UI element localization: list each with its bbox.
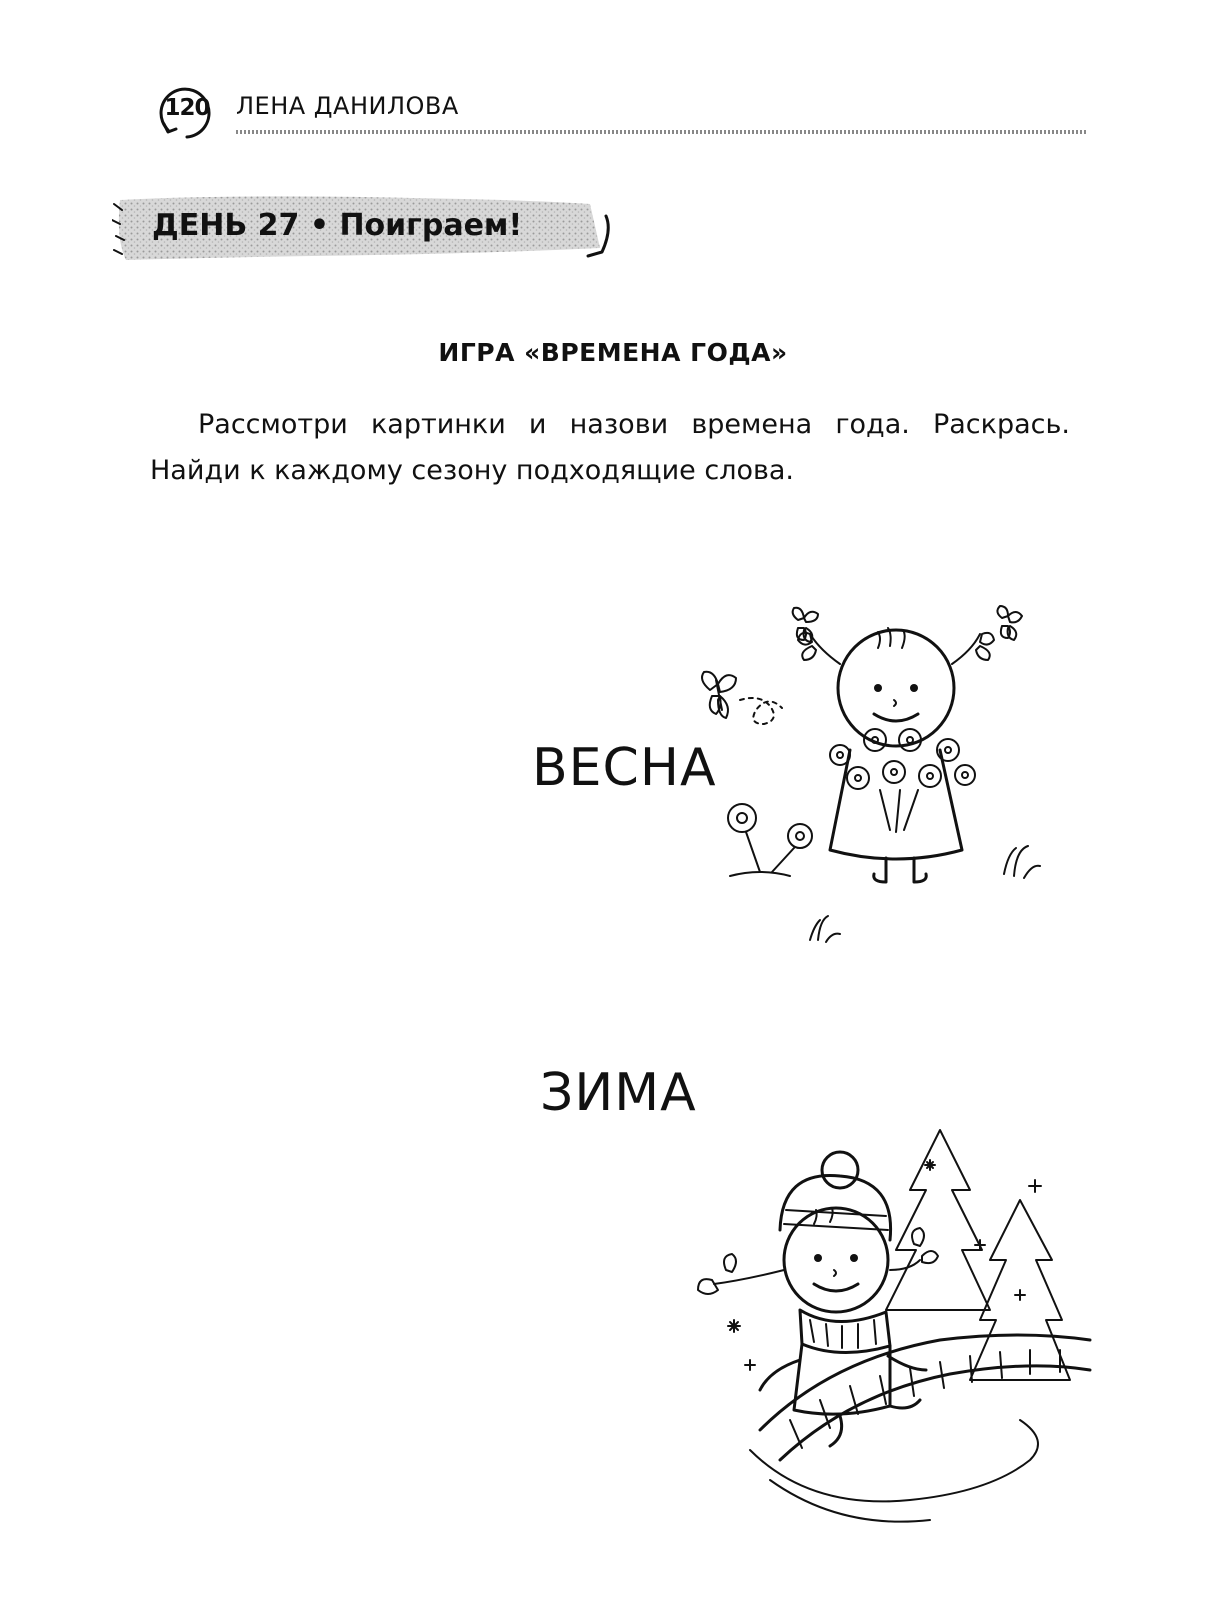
header-divider [236, 130, 1086, 134]
butterfly-icon [702, 672, 782, 724]
season-label-winter: ЗИМА [540, 1063, 697, 1123]
author-name: ЛЕНА ДАНИЛОВА [236, 92, 459, 120]
game-title: ИГРА «ВРЕМЕНА ГОДА» [438, 338, 788, 367]
winter-girl-with-sled-icon [690, 1120, 1110, 1540]
page-header [150, 78, 1090, 148]
day-banner [112, 190, 622, 270]
page-number-badge [156, 82, 212, 138]
spring-girl-with-flowers-icon [690, 600, 1060, 960]
page-number: 120 [164, 95, 210, 121]
fir-tree-icon [886, 1130, 1070, 1380]
day-title: ДЕНЬ 27 • Поиграем! [152, 208, 523, 243]
instructions-text: Рассмотри картинки и назови времена года. Раскрась. Найди к каждому сезону подходящие слова. [150, 409, 1070, 486]
season-label-spring: ВЕСНА [532, 738, 717, 798]
